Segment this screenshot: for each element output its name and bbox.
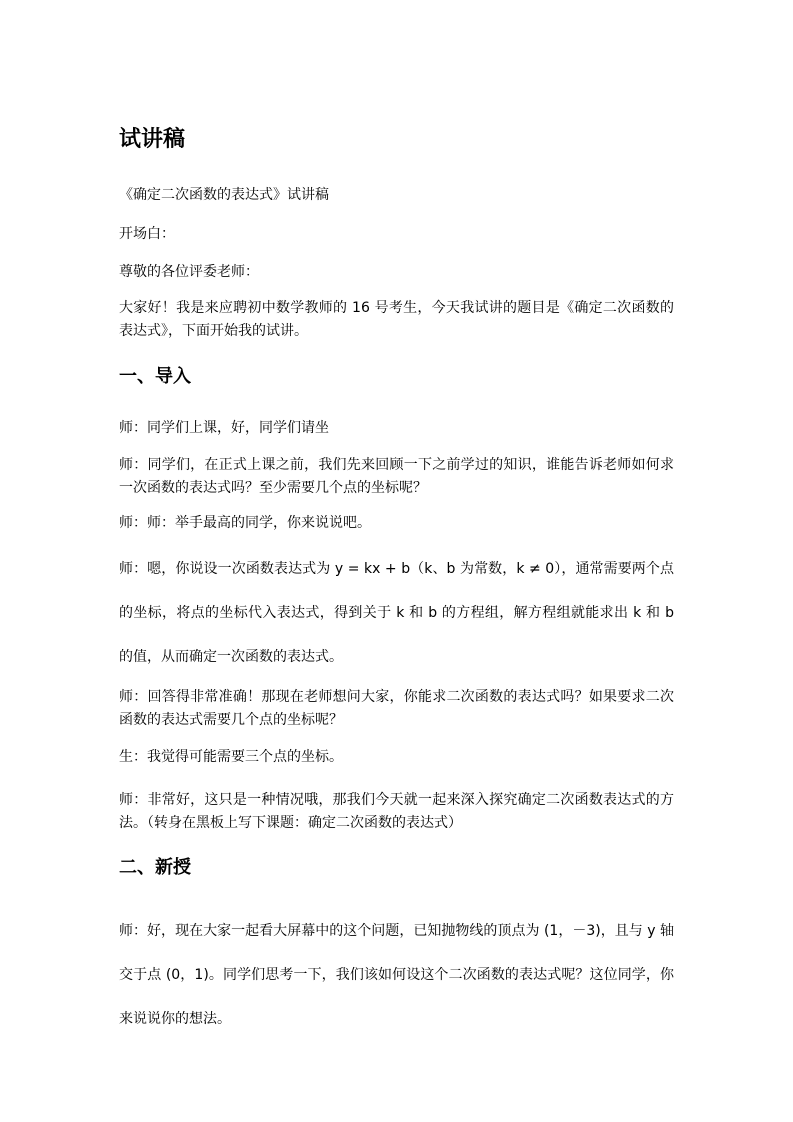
document-subtitle: 《确定二次函数的表达式》试讲稿 (119, 187, 329, 203)
dialogue-line: 师：师：举手最高的同学，你来说说吧。 (119, 515, 371, 531)
dialogue-line: 生：我觉得可能需要三个点的坐标。 (119, 749, 343, 765)
greeting-text: 尊敬的各位评委老师： (119, 264, 259, 280)
section-heading-new-lesson: 二、新授 (119, 857, 191, 878)
dialogue-line: 师：嗯，你说设一次函数表达式为 y = kx + b（k、b 为常数，k ≠ 0），通常需要两个点的坐标，将点的坐标代入表达式，得到关于 k 和 b 的方程组，解方程组就能求出 k 和 b 的值，从而确定一次函数的表达式。 (119, 561, 674, 665)
opening-label: 开场白： (119, 226, 175, 242)
dialogue-line: 师：好，现在大家一起看大屏幕中的这个问题，已知抛物线的顶点为 (1，－3)，且与 y 轴交于点 (0，1)。同学们思考一下，我们该如何设这个二次函数的表达式呢？这位同学，你来说说你的想法。 (119, 923, 674, 1027)
section-heading-intro: 一、导入 (119, 366, 191, 387)
document-title: 试讲稿 (119, 127, 186, 152)
intro-paragraph: 大家好！我是来应聘初中数学教师的 16 号考生，今天我试讲的题目是《确定二次函数的表达式》，下面开始我的试讲。 (119, 300, 674, 339)
dialogue-line: 师：同学们上课，好，同学们请坐 (119, 420, 329, 436)
dialogue-line: 师：非常好，这只是一种情况哦，那我们今天就一起来深入探究确定二次函数表达式的方法。（转身在黑板上写下课题：确定二次函数的表达式） (119, 792, 674, 831)
dialogue-line: 师：回答得非常准确！那现在老师想问大家，你能求二次函数的表达式吗？如果要求二次函数的表达式需要几个点的坐标呢？ (119, 689, 674, 728)
dialogue-line: 师：同学们，在正式上课之前，我们先来回顾一下之前学过的知识，谁能告诉老师如何求一次函数的表达式吗？至少需要几个点的坐标呢？ (119, 457, 674, 496)
